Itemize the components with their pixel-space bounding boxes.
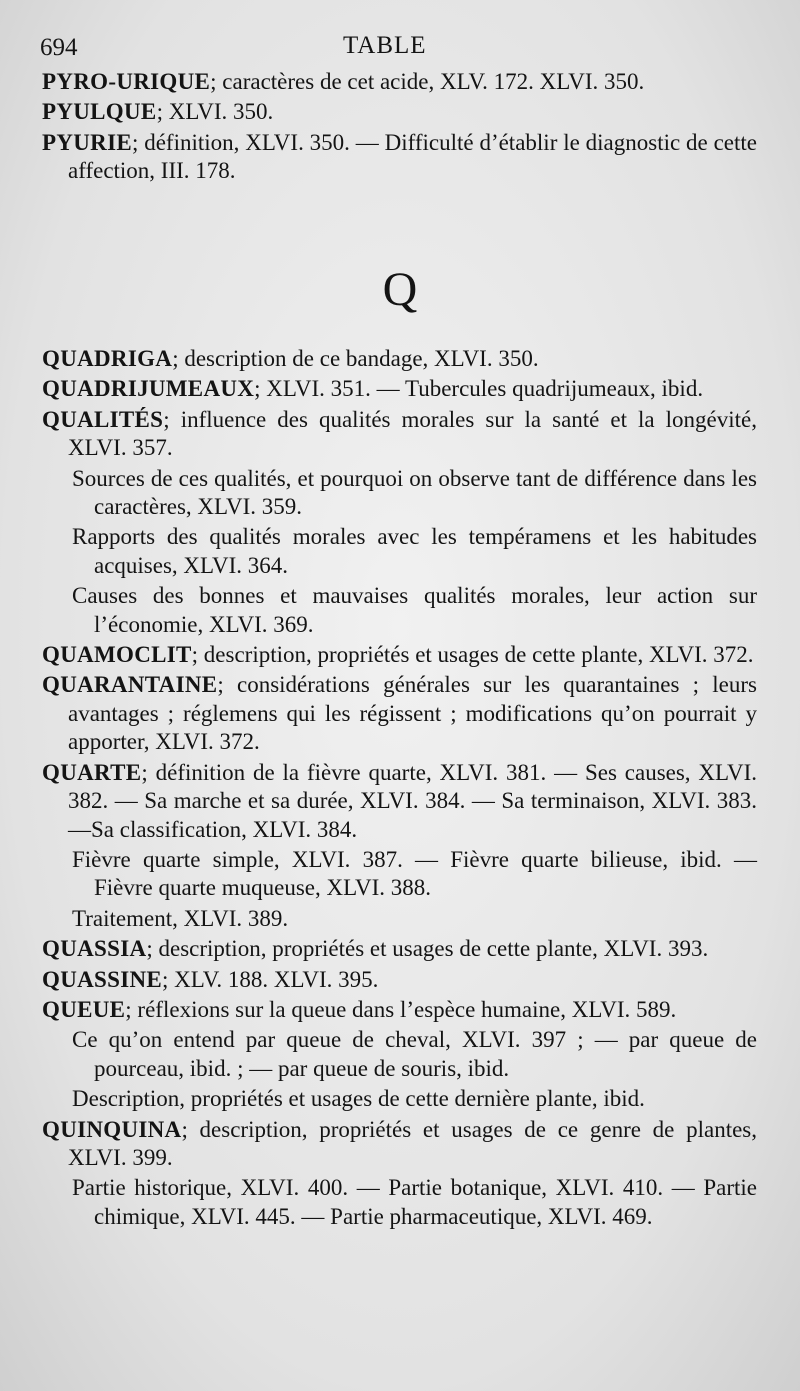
- index-entry: [42, 98, 757, 126]
- entry-text: ; définition de la fièvre quarte, XLVI. 381. — Ses causes, XLVI. 382. — Sa marche et sa durée, XLVI. 384. — Sa terminaison, XLVI. 383. —Sa classification, XLVI. 384.: [68, 759, 757, 842]
- entry-headword: QUARANTAINE: [42, 672, 218, 698]
- index-subentry: [42, 1026, 757, 1083]
- section-letter: Q: [382, 263, 418, 316]
- running-title: TABLE: [343, 32, 427, 59]
- entry-text: ; description, propriétés et usages de cette plante, XLVI. 393.: [146, 936, 709, 962]
- page-number: 694: [40, 34, 78, 61]
- index-entry: [42, 641, 757, 669]
- index-entry: [42, 345, 757, 373]
- entry-text: Traitement, XLVI. 389.: [72, 905, 289, 931]
- index-entry: [42, 129, 757, 186]
- index-entry: [42, 671, 757, 756]
- entry-text: ; XLVI. 351. — Tubercules quadrijumeaux, ibid.: [254, 376, 704, 402]
- entry-text: Description, propriétés et usages de cette dernière plante, ibid.: [72, 1086, 645, 1112]
- index-subentry: [42, 582, 757, 639]
- entry-headword: PYURIE: [42, 129, 132, 155]
- entry-headword: QUASSIA: [42, 936, 147, 962]
- index-entry: [42, 68, 757, 96]
- index-subentry: [42, 1174, 757, 1231]
- entry-text: Sources de ces qualités, et pourquoi on observe tant de différence dans les caractères, XLVI. 359.: [72, 465, 757, 520]
- index-entry: [42, 966, 757, 994]
- entry-text: ; XLV. 188. XLVI. 395.: [162, 966, 379, 992]
- entry-headword: QUAMOCLIT: [42, 642, 192, 668]
- entry-text: ; description de ce bandage, XLVI. 350.: [172, 346, 539, 371]
- index-entry: [42, 759, 757, 844]
- entry-headword: QUINQUINA: [42, 1116, 182, 1142]
- index-subentry: [42, 905, 757, 933]
- index-entry: [42, 935, 757, 963]
- index-entries-p-section: [42, 66, 757, 186]
- index-subentry: [42, 846, 757, 903]
- index-entry: [42, 375, 757, 403]
- entry-headword: QUADRIJUMEAUX: [42, 376, 255, 402]
- entry-text: ; réflexions sur la queue dans l’espèce humaine, XLVI. 589.: [125, 996, 677, 1022]
- index-entries-q-section: [42, 343, 757, 1231]
- entry-headword: QUEUE: [42, 996, 126, 1022]
- entry-text: Causes des bonnes et mauvaises qualités morales, leur action sur l’économie, XLVI. 369.: [72, 583, 757, 637]
- index-subentry: [42, 1085, 757, 1113]
- entry-text: Partie historique, XLVI. 400. — Partie botanique, XLVI. 410. — Partie chimique, XLVI. 445. — Partie pharmaceutique, XLVI. 469.: [72, 1175, 757, 1229]
- entry-headword: QUALITÉS: [42, 406, 164, 432]
- entry-headword: QUADRIGA: [42, 346, 173, 371]
- entry-headword: QUARTE: [42, 759, 142, 785]
- entry-text: ; XLVI. 350.: [156, 99, 274, 125]
- entry-headword: PYRO-URIQUE: [42, 69, 211, 94]
- index-entry: [42, 406, 757, 463]
- entry-headword: QUASSINE: [42, 966, 162, 992]
- index-entry: [42, 1116, 757, 1173]
- entry-headword: PYULQUE: [42, 99, 157, 125]
- index-entry: [42, 996, 757, 1024]
- entry-text: Ce qu’on entend par queue de cheval, XLVI. 397 ; — par queue de pourceau, ibid. ; — par queue de souris, ibid.: [72, 1027, 757, 1081]
- entry-text: ; considérations générales sur les quarantaines ; leurs avantages ; réglemens qui les régissent ; modifications qu’on pourrait y apporter, XLVI. 372.: [68, 672, 757, 755]
- entry-text: ; description, propriétés et usages de ce genre de plantes, XLVI. 399.: [68, 1116, 757, 1170]
- entry-text: Fièvre quarte simple, XLVI. 387. — Fièvre quarte bilieuse, ibid. — Fièvre quarte muqueuse, XLVI. 388.: [72, 846, 757, 901]
- entry-text: ; description, propriétés et usages de cette plante, XLVI. 372.: [191, 642, 754, 668]
- page-header: [40, 32, 760, 66]
- entry-text: ; influence des qualités morales sur la santé et la longévité, XLVI. 357.: [68, 406, 757, 461]
- entry-text: ; définition, XLVI. 350. — Difficulté d’établir le diagnostic de cette affection, III. 178.: [68, 129, 757, 184]
- index-subentry: [42, 465, 757, 522]
- index-subentry: [42, 523, 757, 580]
- entry-text: Rapports des qualités morales avec les tempéramens et les habitudes acquises, XLVI. 364.: [72, 524, 757, 578]
- entry-text: ; caractères de cet acide, XLV. 172. XLVI. 350.: [210, 69, 645, 94]
